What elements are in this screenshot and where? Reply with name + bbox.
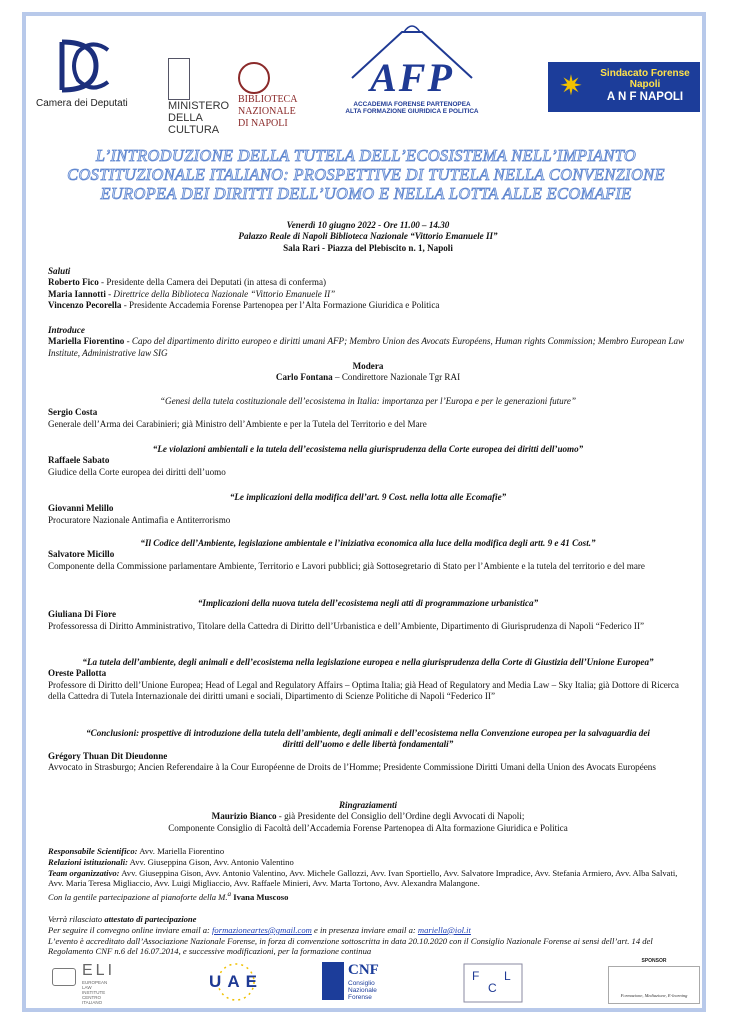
sindacato-line: Napoli	[629, 79, 661, 90]
volcano-icon	[332, 20, 492, 80]
talk-3	[48, 492, 688, 526]
event-date: Venerdì 10 giugno 2022 - Ore 11.00 – 14.30	[286, 220, 450, 230]
event-title	[40, 146, 692, 203]
uae-logo	[196, 960, 276, 1004]
camera-emblem-icon	[48, 36, 118, 96]
speaker-desc: Componente della Commissione parlamentare Ambiente, Territorio e Lavori pubblici; già Sottosegretario di Stato per l’Ambiente e la tutela del territorio e del mare	[48, 560, 645, 571]
talk-topic: “Le implicazioni della modifica dell’art. 9 Cost. nella lotta alle Ecomafie”	[229, 492, 507, 502]
speaker-desc: Procuratore Nazionale Antimafia e Antiterrorismo	[48, 514, 231, 525]
svg-text:C: C	[488, 981, 497, 995]
speaker-name: Grégory Thuan Dit Dieudonne	[48, 750, 168, 761]
speaker-name: Giovanni Melillo	[48, 503, 114, 514]
saluti-heading: Saluti	[48, 266, 71, 276]
speaker-desc: Generale dell’Arma dei Carabinieri; già Ministro dell’Ambiente e per la Tutela del Territorio e del Mare	[48, 418, 427, 429]
sponsor-label: SPONSOR	[641, 958, 667, 964]
afp-subtitle: ALTA FORMAZIONE GIURIDICA E POLITICA	[345, 108, 479, 115]
afp-logo	[332, 20, 492, 120]
speaker-role: Componente Consiglio di Facoltà dell’Accademia Forense Partenopea di Alta formazione Giuridica e Politica	[168, 822, 568, 833]
camera-deputati-logo	[36, 36, 146, 116]
title-line: EUROPEA DEI DIRITTI DELL’UOMO E NELLA LOTTA ALLE ECOMAFIE	[100, 184, 632, 203]
speaker-desc: Avvocato in Strasburgo; Ancien Referendaire à la Cour Européenne de Droits de l’Homme; Presidente Commissione Diritti Umani della Union des Avocats Européens	[48, 762, 656, 773]
org-value: Avv. Giuseppina Gison, Avv. Antonio Valentino	[128, 856, 294, 867]
speaker-role: - Capo del dipartimento diritto europeo e diritti umani AFP; Membro Union des Avocats Européens, Human rights Commission; Membro European Law Institute, Administrative law SIG	[48, 336, 685, 358]
saluti-item	[48, 289, 688, 300]
eli-logo	[52, 962, 142, 1005]
artes-logo	[608, 966, 700, 1004]
pianist-name: Ivana Muscoso	[231, 892, 289, 903]
svg-text:F: F	[472, 969, 480, 983]
talk-7	[48, 728, 688, 774]
org-value: Avv. Giuseppina Gison, Avv. Antonio Valentino, Avv. Michele Gallozzi, Avv. Ivan Sportiello, Avv. Salvatore Impradice, Avv. Stefania Armiero, Avv. Alba Salvati, Avv. Maria Teresa Migliaccio, Avv. Luigi Migliaccio, Avv. Raffaele Minieri, Avv. Marta Tortono, Avv. Alexandra Malangone.	[48, 867, 678, 889]
eli-emblem-icon	[52, 968, 76, 986]
saluti-item	[48, 277, 688, 288]
speaker-desc: Giudice della Corte europea dei diritti dell’uomo	[48, 466, 226, 477]
camera-caption: Camera dei Deputati	[36, 98, 128, 109]
eli-wordmark: ELI	[82, 962, 116, 979]
afp-wordmark: AFP	[370, 55, 454, 100]
speaker-role: - Direttrice della Biblioteca Nazionale “Vittorio Emanuele II”	[105, 288, 336, 299]
speaker-name: Giuliana Di Fiore	[48, 609, 117, 620]
footer-section	[48, 914, 688, 957]
title-line: L’INTRODUZIONE DELLA TUTELA DELL’ECOSISTEMA NELL’IMPIANTO	[95, 146, 637, 165]
talk-topic: “Il Codice dell’Ambiente, legislazione ambientale e l’iniziativa economica alla luce della modifica degli artt. 9 e 41 Cost.”	[140, 538, 596, 548]
introduce-section	[48, 325, 688, 359]
ministero-line: CULTURA	[168, 124, 220, 136]
speaker-name: Sergio Costa	[48, 407, 98, 418]
cnf-logo	[322, 962, 410, 1004]
cnf-sub: Forense	[348, 994, 372, 1001]
ministero-line: DELLA	[168, 112, 203, 124]
introduce-heading: Introduce	[48, 325, 85, 335]
talk-topic: “Genesi della tutela costituzionale dell’ecosistema in Italia: importanza per l’Europa e per le generazioni future”	[159, 396, 577, 406]
speaker-name: Roberto Fico	[48, 277, 99, 288]
biblioteca-line: BIBLIOTECA	[238, 94, 298, 105]
speaker-desc: Professore di Diritto dell’Unione Europea; Head of Legal and Regulatory Affairs – Optima Italia; già Head of Regulatory and Media Law – Sky Italia; già Dottore di Ricerca della Cattedra di Tutela Internazionale dei diritti umani e sociali, Dipartimento di Scienze Politiche di Napoli “Federico II”	[48, 679, 679, 702]
ministero-cultura-logo	[168, 56, 238, 136]
modera-section	[48, 361, 688, 384]
ringraziamenti-section	[48, 800, 688, 834]
svg-text:L: L	[504, 969, 511, 983]
speaker-role: - Presidente della Camera dei Deputati (in attesa di conferma)	[98, 277, 327, 288]
speaker-name: Vincenzo Pecorella	[48, 300, 122, 311]
attestato-label: attestato di partecipazione	[104, 914, 197, 924]
eli-sub: ITALIANO	[82, 1000, 103, 1005]
eli-sub: CENTRO	[82, 995, 101, 1000]
star-icon: ✷	[559, 71, 583, 102]
talk-topic: “Le violazioni ambientali e la tutela dell’ecosistema nella giurisprudenza della Corte europea dei diritti dell’uomo”	[152, 444, 584, 454]
speaker-name: Mariella Fiorentino	[48, 336, 125, 347]
talk-topic: “Implicazioni della nuova tutela dell’ecosistema negli atti di programmazione urbanistica”	[197, 598, 539, 608]
speaker-desc: Professoressa di Diritto Amministrativo, Titolare della Cattedra di Diritto dell’Urbanistica e dell’Ambiente, Dipartimento di Giurisprudenza di Napoli “Federico II”	[48, 620, 645, 631]
speaker-name: Raffaele Sabato	[48, 455, 110, 466]
online-email-link[interactable]: formazioneartes@gmail.com	[212, 924, 312, 935]
uae-wordmark: UAE	[209, 972, 263, 991]
biblioteca-line: DI NAPOLI	[238, 118, 288, 129]
sponsor-box	[604, 958, 704, 1008]
speaker-name: Maria Iannotti	[48, 288, 106, 299]
biblioteca-seal-icon	[238, 62, 270, 94]
org-label: Relazioni istituzionali:	[48, 856, 128, 867]
cnf-wordmark: CNF	[348, 962, 379, 978]
event-info	[48, 220, 688, 254]
sindacato-line: A N F NAPOLI	[606, 91, 684, 103]
speaker-role: - già Presidente del Consiglio dell’Ordine degli Avvocati di Napoli;	[276, 811, 525, 822]
saluti-item	[48, 300, 688, 311]
piano-text: Con la gentile partecipazione al pianoforte della M.	[48, 892, 228, 903]
eli-sub: LAW	[82, 985, 92, 990]
talk-5	[48, 598, 688, 632]
talk-2	[48, 444, 688, 478]
talk-4	[48, 538, 688, 572]
title-line: COSTITUZIONALE ITALIANO: PROSPETTIVE DI TUTELA NELLA CONVENZIONE	[67, 165, 665, 184]
talk-topic: “La tutela dell’ambiente, degli animali e dell’ecosistema nella legislazione europea e nella giurisprudenza della Corte di Giustizia dell’Unione Europea”	[82, 657, 654, 667]
sindacato-line: Sindacato Forense	[600, 68, 690, 79]
fcl-logo	[462, 962, 524, 1004]
talk-1	[48, 396, 688, 430]
biblioteca-nazionale-logo	[238, 58, 318, 129]
speaker-name: Carlo Fontana	[275, 372, 333, 383]
biblioteca-line: NAZIONALE	[238, 106, 296, 117]
cnf-emblem-icon	[322, 962, 344, 1000]
talk-topic: “Conclusioni: prospettive di introduzione della tutela dell’ambiente, degli animali e dell’ecosistema nella Convenzione europea per la salvaguardia dei diritti dell’uomo e delle libertà fondamentali”	[86, 728, 650, 750]
org-label: Responsabile Scientifico:	[48, 846, 138, 856]
cnf-sub: Nazionale	[348, 987, 377, 994]
presence-email-link[interactable]: mariella@iol.it	[417, 924, 471, 935]
ministero-emblem-icon	[168, 58, 190, 100]
speaker-role: - Presidente Accademia Forense Partenopea per l’Alta Formazione Giuridica e Politica	[121, 300, 440, 311]
fcl-emblem-icon	[462, 962, 524, 1004]
afp-subtitle: ACCADEMIA FORENSE PARTENOPEA	[353, 101, 471, 108]
talk-6	[48, 657, 688, 703]
event-room: Sala Rari - Piazza del Plebiscito n. 1, Napoli	[283, 242, 453, 253]
cnf-sub: Consiglio	[348, 980, 375, 987]
speaker-role: – Condirettore Nazionale Tgr RAI	[332, 372, 461, 383]
org-label: Team organizzativo:	[48, 867, 120, 878]
modera-heading: Modera	[352, 361, 384, 371]
ministero-line: MINISTERO	[168, 100, 230, 112]
ringraziamenti-heading: Ringraziamenti	[338, 800, 398, 810]
artes-sub: Formazione, Mediazione, E-learning	[620, 993, 688, 998]
speaker-name: Oreste Pallotta	[48, 668, 107, 679]
piano-sup: a	[227, 890, 232, 899]
sindacato-forense-logo	[548, 62, 700, 112]
saluti-section	[48, 266, 688, 312]
speaker-name: Maurizio Bianco	[211, 811, 277, 822]
online-prefix: Per seguire il convegno online inviare email a:	[48, 924, 213, 935]
org-value: Avv. Mariella Fiorentino	[137, 846, 225, 856]
speaker-name: Salvatore Micillo	[48, 549, 115, 560]
eli-sub: INSTITUTE	[82, 990, 106, 995]
accreditation-text: L’evento è accreditato dall’Associazione Nazionale Forense, in forza di convenzione sottoscritta in data 20.10.2020 con il Consiglio Nazionale Forense ai sensi dell’art. 14 del Regolamento CNF n.6 del 16.07.2014, e successive modificazioni, per la formazione continua	[48, 935, 653, 957]
eli-sub: EUROPEAN	[82, 980, 108, 985]
event-place: Palazzo Reale di Napoli Biblioteca Nazionale “Vittorio Emanuele II”	[238, 231, 498, 242]
presence-prefix: e in presenza inviare email a:	[311, 924, 418, 935]
organization-section	[48, 846, 688, 903]
attestato-prefix: Verrà rilasciato	[48, 914, 105, 924]
